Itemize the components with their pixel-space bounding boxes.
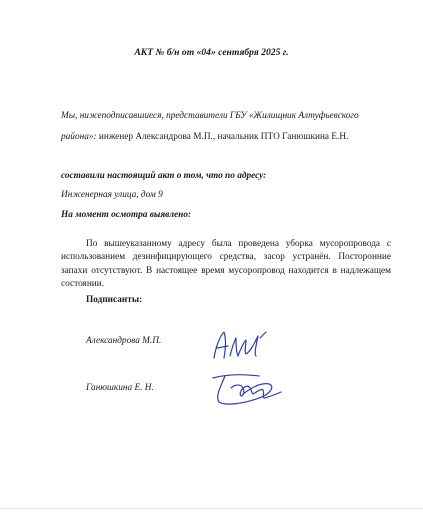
- signature-2-image: [203, 366, 285, 410]
- address-text: Инженерная улица, дом 9: [61, 190, 163, 200]
- intro-paragraph: [61, 106, 391, 148]
- findings-body: По вышеуказанному адресу была проведена уборка мусоропровода с использованием дезинфицирующего средства, засор устранён. Посторонние запахи отсутствуют. В настоящее время мусоропровод находится в надлежащем состоянии.: [61, 239, 391, 289]
- signature-1-image: [200, 318, 280, 366]
- intro-italic-text: Мы, нижеподписавшиеся, представители ГБУ «Жилищник Алтуфьевского района»:: [61, 111, 359, 142]
- signer-name-2: Ганюшкина Е. Н.: [86, 383, 154, 393]
- document-title: АКТ № б/н от «04» сентября 2025 г.: [134, 47, 289, 58]
- signers-heading: Подписанты:: [86, 295, 143, 305]
- findings-heading: На момент осмотра выявлено:: [61, 210, 192, 220]
- page-bottom-divider: [0, 508, 423, 509]
- signer-name-1: Александрова М.П.: [86, 336, 162, 346]
- intro-rest-text: инженер Александрова М.П., начальник ПТО Ганюшкина Е.Н.: [96, 132, 349, 142]
- composed-statement: составили настоящий акт о том, что по адресу:: [61, 171, 267, 181]
